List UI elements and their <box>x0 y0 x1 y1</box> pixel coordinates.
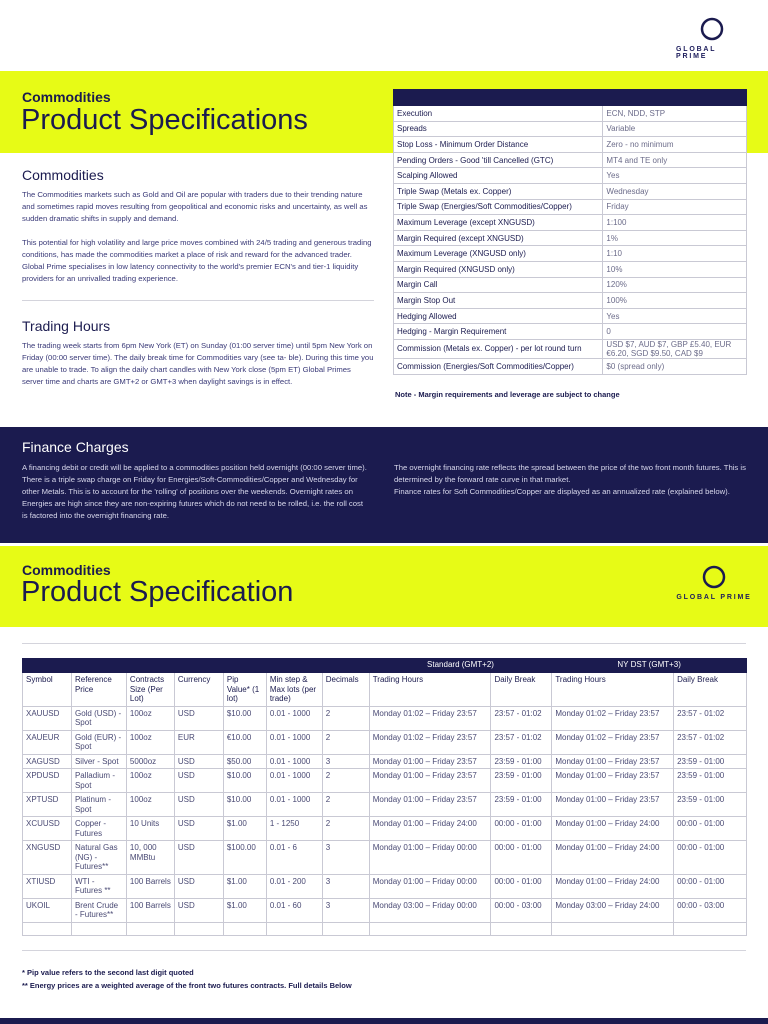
column-header: Daily Break <box>491 673 552 707</box>
table-row <box>23 769 747 793</box>
spec-row <box>394 324 747 340</box>
spec-value: 1:10 <box>603 246 747 262</box>
product-table-group-header <box>23 659 747 673</box>
spec-label: Commission (Energies/Soft Commodities/Copper) <box>394 358 603 374</box>
table-cell: 100oz <box>126 730 174 754</box>
footnote-2: ** Energy prices are a weighted average of the front two futures contracts. Full details Below <box>22 981 352 990</box>
table-cell: 2 <box>322 706 369 730</box>
table-cell: 5000oz <box>126 754 174 769</box>
spec-value: Wednesday <box>603 183 747 199</box>
spec-row <box>394 339 747 358</box>
table-row <box>23 874 747 898</box>
table-cell: Natural Gas (NG) - Futures** <box>71 841 126 875</box>
global-prime-logo-icon <box>699 16 725 42</box>
column-header: Daily Break <box>674 673 747 707</box>
spec-label: Spreads <box>394 121 603 137</box>
table-cell: XAGUSD <box>23 754 72 769</box>
table-row <box>23 730 747 754</box>
commodities-paragraph-1: The Commodities markets such as Gold and Oil are popular with traders due to their trending nature and sometimes rapid moves resulting from geopolitical and economic risks and uncertainty, as well as sudden dramatic shifts in supply and demand. <box>22 190 368 223</box>
trading-hours-paragraph: The trading week starts from 6pm New York (ET) on Sunday (01:00 server time) until 5pm New York on Friday (00:00 server time). The daily break time for Commodities vary (see ta- ble). During this time you are unable to trade. To align the daily chart candles with New York close (5pm ET) Global Primes server time and charts are GMT+2 or GMT+3 when daylight savings is in effect. <box>22 341 374 386</box>
table-cell: Gold (USD) - Spot <box>71 706 126 730</box>
spec-value: 0 <box>603 324 747 340</box>
spec-label: Scalping Allowed <box>394 168 603 184</box>
table-cell: 23:57 - 01:02 <box>674 706 747 730</box>
table-cell: 23:59 - 01:00 <box>674 754 747 769</box>
table-cell: XNGUSD <box>23 841 72 875</box>
table-row <box>23 754 747 769</box>
product-table-column-headers <box>23 673 747 707</box>
table-cell: 23:57 - 01:02 <box>491 730 552 754</box>
spec-row <box>394 199 747 215</box>
spec-value: 100% <box>603 293 747 309</box>
table-cell: XCUUSD <box>23 817 72 841</box>
table-cell: 0.01 - 1000 <box>266 706 322 730</box>
spec-row <box>394 183 747 199</box>
spec-value: $0 (spread only) <box>603 358 747 374</box>
table-row <box>23 922 747 935</box>
finance-charges-right-2: Finance rates for Soft Commodities/Copper are displayed as an annualized rate (explained below). <box>394 487 730 496</box>
table-cell: EUR <box>174 730 223 754</box>
table-cell <box>369 922 491 935</box>
spec-row <box>394 121 747 137</box>
spec-row <box>394 168 747 184</box>
finance-charges-heading: Finance Charges <box>22 439 129 455</box>
table-row <box>23 898 747 922</box>
spec-table <box>393 89 747 375</box>
table-cell: Monday 01:00 – Friday 23:57 <box>369 793 491 817</box>
group-ny-dst: NY DST (GMT+3) <box>552 659 747 673</box>
spec-row <box>394 152 747 168</box>
spec-value: 1% <box>603 230 747 246</box>
table-cell: Monday 01:00 – Friday 23:57 <box>552 793 674 817</box>
table-cell: 3 <box>322 898 369 922</box>
footer-band <box>0 1018 768 1024</box>
table-cell: $1.00 <box>223 898 266 922</box>
table-cell <box>174 922 223 935</box>
table-cell: Monday 01:02 – Friday 23:57 <box>552 730 674 754</box>
spec-value: 120% <box>603 277 747 293</box>
table-cell: Palladium - Spot <box>71 769 126 793</box>
spec-row <box>394 246 747 262</box>
table-cell: 100oz <box>126 769 174 793</box>
table-cell: 10, 000 MMBtu <box>126 841 174 875</box>
spec-label: Margin Stop Out <box>394 293 603 309</box>
table-cell <box>491 922 552 935</box>
table-cell: $50.00 <box>223 754 266 769</box>
column-header: Currency <box>174 673 223 707</box>
table-cell: Monday 03:00 – Friday 24:00 <box>552 898 674 922</box>
table-cell: 0.01 - 6 <box>266 841 322 875</box>
column-header: Min step & Max lots (per trade) <box>266 673 322 707</box>
table-cell <box>126 922 174 935</box>
table-cell: Silver - Spot <box>71 754 126 769</box>
brand-logo-top <box>676 16 748 60</box>
table-cell: Monday 01:00 – Friday 24:00 <box>552 874 674 898</box>
table-cell: 0.01 - 1000 <box>266 754 322 769</box>
table-cell: USD <box>174 841 223 875</box>
table-cell: USD <box>174 706 223 730</box>
spec-table-header <box>394 90 747 106</box>
spec-value: 10% <box>603 261 747 277</box>
product-table-bottom-rule <box>22 950 746 951</box>
spec-row <box>394 308 747 324</box>
table-cell: $1.00 <box>223 817 266 841</box>
table-cell: 100 Barrels <box>126 874 174 898</box>
table-cell: 23:59 - 01:00 <box>491 754 552 769</box>
table-cell: USD <box>174 754 223 769</box>
table-cell: Monday 01:00 – Friday 00:00 <box>369 841 491 875</box>
table-cell <box>223 922 266 935</box>
table-cell: Gold (EUR) - Spot <box>71 730 126 754</box>
spec-value: MT4 and TE only <box>603 152 747 168</box>
global-prime-logo-icon <box>701 564 727 590</box>
commodities-paragraph-2: This potential for high volatility and large price moves combined with 24/5 trading and generous trading conditions, has made the commodities market a place of risk and reward for the advanced trader. Global Prime specialises in low latency connectivity to the world's premier ECN's and tier-1 liquidity providers for an unrivalled trading experience. <box>22 238 372 283</box>
spec-row <box>394 277 747 293</box>
brand-name: GLOBAL PRIME <box>676 594 752 601</box>
spec-row <box>394 358 747 374</box>
table-cell: Monday 01:02 – Friday 23:57 <box>369 706 491 730</box>
spec-row <box>394 293 747 309</box>
spec-label: Maximum Leverage (XNGUSD only) <box>394 246 603 262</box>
table-cell: Monday 03:00 – Friday 00:00 <box>369 898 491 922</box>
finance-charges-left: A financing debit or credit will be applied to a commodities position held overnight (00:00 server time). There is a triple swap charge on Friday for Energies/Soft-Commodities/Copper and Wednesday for other Metals. This is to account for the 'rolling' of positions over the weekends. Overnight rates on Energies are high since they are non-expiring futures which do not need to be rolled, i.e. the roll cost is factored into the overnight financing rate. <box>22 463 367 520</box>
table-cell: 00:00 - 01:00 <box>491 874 552 898</box>
spec-label: Commission (Metals ex. Copper) - per lot round turn <box>394 339 603 358</box>
column-header: Contracts Size (Per Lot) <box>126 673 174 707</box>
table-cell: USD <box>174 793 223 817</box>
column-header: Decimals <box>322 673 369 707</box>
table-cell: USD <box>174 817 223 841</box>
table-cell: Monday 01:00 – Friday 24:00 <box>552 817 674 841</box>
table-cell: 0.01 - 1000 <box>266 769 322 793</box>
footnote-1: * Pip value refers to the second last digit quoted <box>22 968 194 977</box>
table-cell: 23:59 - 01:00 <box>674 769 747 793</box>
group-spacer <box>23 659 370 673</box>
table-cell: Monday 01:00 – Friday 23:57 <box>369 754 491 769</box>
table-cell: 0.01 - 200 <box>266 874 322 898</box>
section-kicker-2: Commodities <box>22 562 111 578</box>
table-cell: XPTUSD <box>23 793 72 817</box>
product-table-top-rule <box>22 643 746 644</box>
table-cell: Monday 01:02 – Friday 23:57 <box>369 730 491 754</box>
spec-row <box>394 230 747 246</box>
table-cell: XPDUSD <box>23 769 72 793</box>
table-row <box>23 841 747 875</box>
spec-label: Pending Orders - Good 'till Cancelled (GTC) <box>394 152 603 168</box>
table-cell <box>552 922 674 935</box>
spec-label: Margin Call <box>394 277 603 293</box>
table-cell: 2 <box>322 793 369 817</box>
table-cell: Monday 01:02 – Friday 23:57 <box>552 706 674 730</box>
spec-value: ECN, NDD, STP <box>603 106 747 122</box>
brand-name: GLOBAL PRIME <box>676 46 717 60</box>
spec-value: Variable <box>603 121 747 137</box>
table-cell: 100 Barrels <box>126 898 174 922</box>
column-header: Symbol <box>23 673 72 707</box>
table-cell: 23:59 - 01:00 <box>491 793 552 817</box>
table-cell: $10.00 <box>223 769 266 793</box>
spec-label: Hedging Allowed <box>394 308 603 324</box>
table-cell <box>674 922 747 935</box>
table-cell: 00:00 - 03:00 <box>491 898 552 922</box>
table-cell: Brent Crude - Futures** <box>71 898 126 922</box>
table-cell: 00:00 - 01:00 <box>491 841 552 875</box>
table-cell: 2 <box>322 817 369 841</box>
table-cell: Monday 01:00 – Friday 23:57 <box>552 754 674 769</box>
table-cell: WTI - Futures ** <box>71 874 126 898</box>
table-row <box>23 793 747 817</box>
page-title: Product Specifications <box>21 104 308 136</box>
column-header: Reference Price <box>71 673 126 707</box>
table-row <box>23 706 747 730</box>
table-cell: 00:00 - 01:00 <box>674 817 747 841</box>
spec-row <box>394 261 747 277</box>
section-title-2: Product Specification <box>21 576 294 608</box>
spec-row <box>394 215 747 231</box>
spec-value: Friday <box>603 199 747 215</box>
spec-label: Triple Swap (Metals ex. Copper) <box>394 183 603 199</box>
table-cell: 0.01 - 1000 <box>266 793 322 817</box>
table-cell: Copper - Futures <box>71 817 126 841</box>
table-cell: 3 <box>322 841 369 875</box>
spec-note: Note - Margin requirements and leverage are subject to change <box>395 390 620 399</box>
group-standard: Standard (GMT+2) <box>369 659 552 673</box>
table-cell <box>322 922 369 935</box>
section-divider <box>22 300 374 301</box>
spec-label: Margin Required (except XNGUSD) <box>394 230 603 246</box>
table-cell: 00:00 - 03:00 <box>674 898 747 922</box>
table-cell: USD <box>174 898 223 922</box>
spec-value: Yes <box>603 308 747 324</box>
table-cell: Monday 01:00 – Friday 00:00 <box>369 874 491 898</box>
spec-row <box>394 106 747 122</box>
spec-value: Zero - no minimum <box>603 137 747 153</box>
spec-label: Execution <box>394 106 603 122</box>
trading-hours-heading: Trading Hours <box>22 318 111 334</box>
spec-value: 1:100 <box>603 215 747 231</box>
table-cell: 0.01 - 1000 <box>266 730 322 754</box>
table-cell: XAUEUR <box>23 730 72 754</box>
table-cell: 23:57 - 01:02 <box>674 730 747 754</box>
table-cell: XTIUSD <box>23 874 72 898</box>
table-cell <box>71 922 126 935</box>
spec-value: Yes <box>603 168 747 184</box>
table-cell: $10.00 <box>223 793 266 817</box>
table-cell <box>23 922 72 935</box>
spec-table-card <box>393 89 747 375</box>
table-cell: 1 - 1250 <box>266 817 322 841</box>
table-cell: 3 <box>322 874 369 898</box>
spec-value: USD $7, AUD $7, GBP £5.40, EUR €6.20, SGD $9.50, CAD $9 <box>603 339 747 358</box>
table-cell: Monday 01:00 – Friday 23:57 <box>369 769 491 793</box>
table-cell: USD <box>174 769 223 793</box>
table-cell: 3 <box>322 754 369 769</box>
table-cell <box>266 922 322 935</box>
column-header: Pip Value* (1 lot) <box>223 673 266 707</box>
table-cell: 2 <box>322 730 369 754</box>
table-cell: $1.00 <box>223 874 266 898</box>
table-cell: Monday 01:00 – Friday 23:57 <box>552 769 674 793</box>
column-header: Trading Hours <box>552 673 674 707</box>
product-table-wrap <box>22 658 747 936</box>
finance-charges-right-1: The overnight financing rate reflects the spread between the price of the two front month futures. This is determined by the forward rate curve in that market. <box>394 463 746 484</box>
table-cell: 23:59 - 01:00 <box>674 793 747 817</box>
table-row <box>23 817 747 841</box>
spec-row <box>394 137 747 153</box>
spec-label: Margin Required (XNGUSD only) <box>394 261 603 277</box>
spec-label: Triple Swap (Energies/Soft Commodities/Copper) <box>394 199 603 215</box>
brand-logo-band <box>674 564 754 601</box>
spec-label: Stop Loss - Minimum Order Distance <box>394 137 603 153</box>
table-cell: 0.01 - 60 <box>266 898 322 922</box>
table-cell: Monday 01:00 – Friday 24:00 <box>552 841 674 875</box>
table-cell: €10.00 <box>223 730 266 754</box>
table-cell: UKOIL <box>23 898 72 922</box>
table-cell: 2 <box>322 769 369 793</box>
table-cell: $10.00 <box>223 706 266 730</box>
table-cell: $100.00 <box>223 841 266 875</box>
product-table <box>22 658 747 936</box>
table-cell: 00:00 - 01:00 <box>674 874 747 898</box>
page-kicker: Commodities <box>22 89 111 105</box>
table-cell: Monday 01:00 – Friday 24:00 <box>369 817 491 841</box>
table-cell: USD <box>174 874 223 898</box>
table-cell: 00:00 - 01:00 <box>674 841 747 875</box>
table-cell: 10 Units <box>126 817 174 841</box>
column-header: Trading Hours <box>369 673 491 707</box>
table-cell: 00:00 - 01:00 <box>491 817 552 841</box>
table-cell: 100oz <box>126 706 174 730</box>
table-cell: Platinum - Spot <box>71 793 126 817</box>
table-cell: 23:59 - 01:00 <box>491 769 552 793</box>
commodities-heading: Commodities <box>22 167 104 183</box>
table-cell: 100oz <box>126 793 174 817</box>
spec-label: Maximum Leverage (except XNGUSD) <box>394 215 603 231</box>
spec-label: Hedging - Margin Requirement <box>394 324 603 340</box>
table-cell: 23:57 - 01:02 <box>491 706 552 730</box>
table-cell: XAUUSD <box>23 706 72 730</box>
